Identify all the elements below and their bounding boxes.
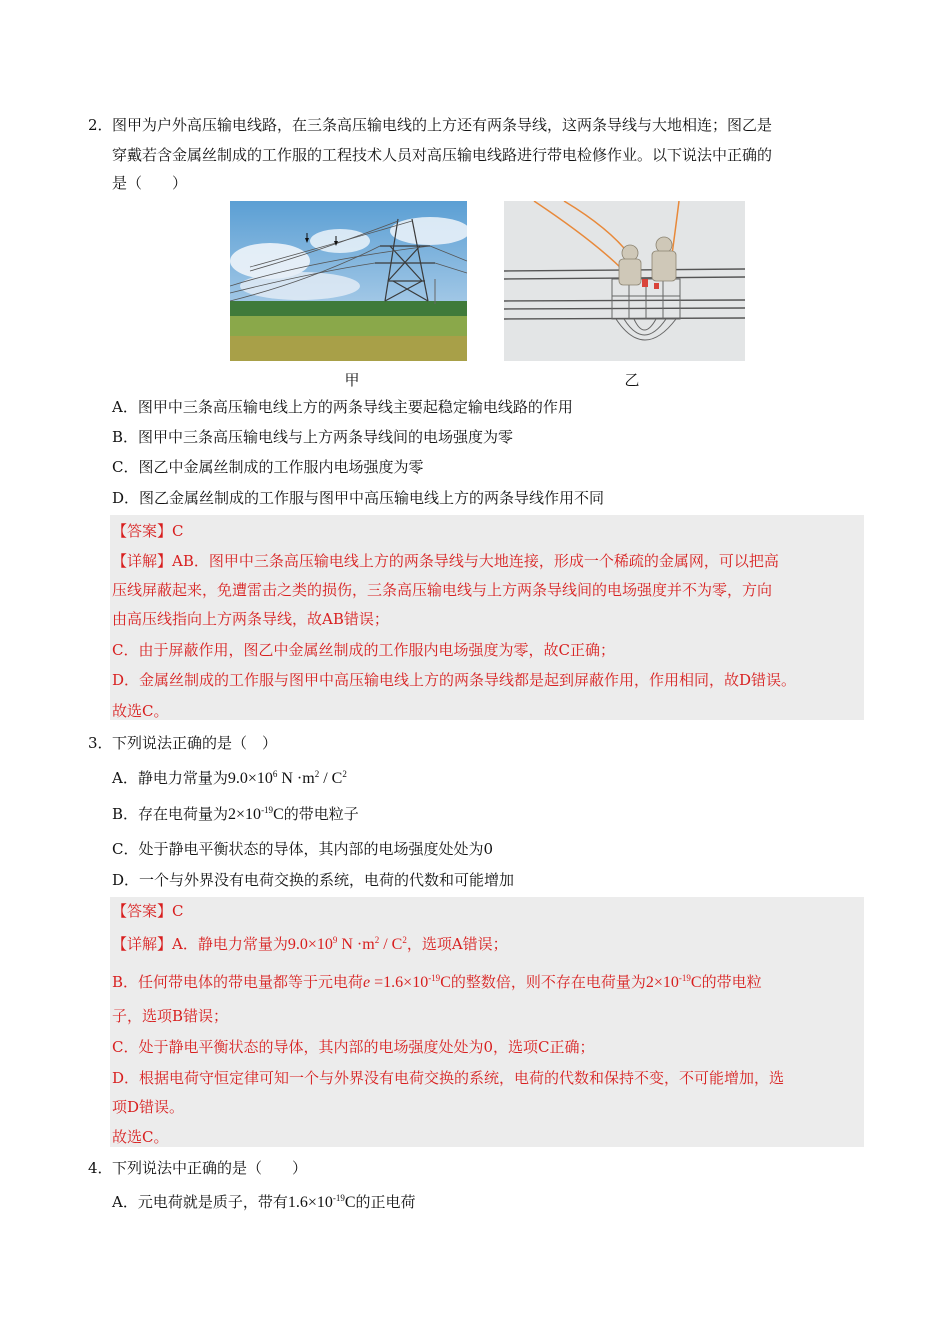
q2-option-b: B．图甲中三条高压输电线与上方两条导线间的电场强度为零: [112, 428, 514, 446]
q2-option-d: D．图乙金属丝制成的工作服与图甲中高压输电线上方的两条导线作用不同: [112, 489, 605, 507]
q3-stem: 下列说法正确的是（ ）: [112, 734, 278, 752]
q3-number: 3．: [88, 734, 113, 752]
q2-option-c: C．图乙中金属丝制成的工作服内电场强度为零: [112, 458, 424, 476]
q2-stem-line1: 图甲为户外高压输电线路，在三条高压输电线的上方还有两条导线，这两条导线与大地相连；图乙是: [112, 116, 773, 134]
q3-option-b: B．存在电荷量为$2\times 10^{-19}C$的带电粒子: [112, 805, 359, 823]
q2-detail-line5: D．金属丝制成的工作服与图甲中高压输电线上方的两条导线都是起到屏蔽作用，作用相同，故D错误。: [112, 671, 797, 689]
q3-detail-d-line1: D．根据电荷守恒定律可知一个与外界没有电荷交换的系统，电荷的代数和保持不变，不可能增加，选: [112, 1069, 785, 1087]
q3-detail-d-line2: 项D错误。: [112, 1098, 185, 1116]
q2-stem-line3: 是（ ）: [112, 174, 188, 192]
q2-detail-line2: 压线屏蔽起来，免遭雷击之类的损伤，三条高压输电线与上方两条导线间的电场强度并不为零，方向: [112, 581, 773, 599]
q2-detail-line4: C．由于屏蔽作用，图乙中金属丝制成的工作服内电场强度为零，故C正确；: [112, 641, 615, 659]
q3-detail-a: 【详解】A．静电力常量为$9.0\times 10^9$ $N \cdot m^2 / C^2$，选项A错误；: [112, 935, 508, 953]
figure-jia-power-tower: [230, 201, 467, 361]
q3-detail-c: C．处于静电平衡状态的导体，其内部的电场强度处处为0，选项C正确；: [112, 1038, 595, 1056]
q4-number: 4．: [88, 1159, 113, 1177]
q2-stem-line2: 穿戴若含金属丝制成的工作服的工程技术人员对高压输电线路进行带电检修作业。以下说法中正确的: [112, 146, 773, 164]
q3-option-c: C．处于静电平衡状态的导体，其内部的电场强度处处为0: [112, 840, 494, 858]
figure-jia-caption: 甲: [344, 371, 360, 389]
figure-yi-caption: 乙: [624, 371, 640, 389]
q3-detail-b-line2: 子，选项B错误；: [112, 1007, 229, 1025]
q3-option-a: A．静电力常量为$9.0\times 10^6$ $N \cdot m^2 / C^2$: [112, 769, 347, 787]
q3-detail-end: 故选C。: [112, 1128, 169, 1146]
q2-detail-line6: 故选C。: [112, 702, 169, 720]
q2-detail-line3: 由高压线指向上方两条导线，故AB错误；: [112, 610, 389, 628]
q2-option-a: A．图甲中三条高压输电线上方的两条导线主要起稳定输电线路的作用: [112, 398, 573, 416]
q4-stem: 下列说法中正确的是（ ）: [112, 1159, 308, 1177]
q2-number: 2．: [88, 116, 113, 134]
q2-answer: 【答案】C: [112, 522, 184, 540]
figure-yi-live-line-work: [504, 201, 745, 361]
q3-detail-b-line1: B．任何带电体的带电量都等于元电荷$e =1.6\times 10^{-19}C$的整数倍，则不存在电荷量为$2\times 10^{-19}C$的带电粒: [112, 973, 762, 991]
q3-answer: 【答案】C: [112, 902, 184, 920]
q4-option-a: A．元电荷就是质子，带有$1.6\times 10^{-19}C$的正电荷: [112, 1193, 416, 1211]
q3-option-d: D．一个与外界没有电荷交换的系统，电荷的代数和可能增加: [112, 871, 515, 889]
q2-detail-line1: 【详解】AB．图甲中三条高压输电线上方的两条导线与大地连接，形成一个稀疏的金属网，可以把高: [112, 552, 779, 570]
